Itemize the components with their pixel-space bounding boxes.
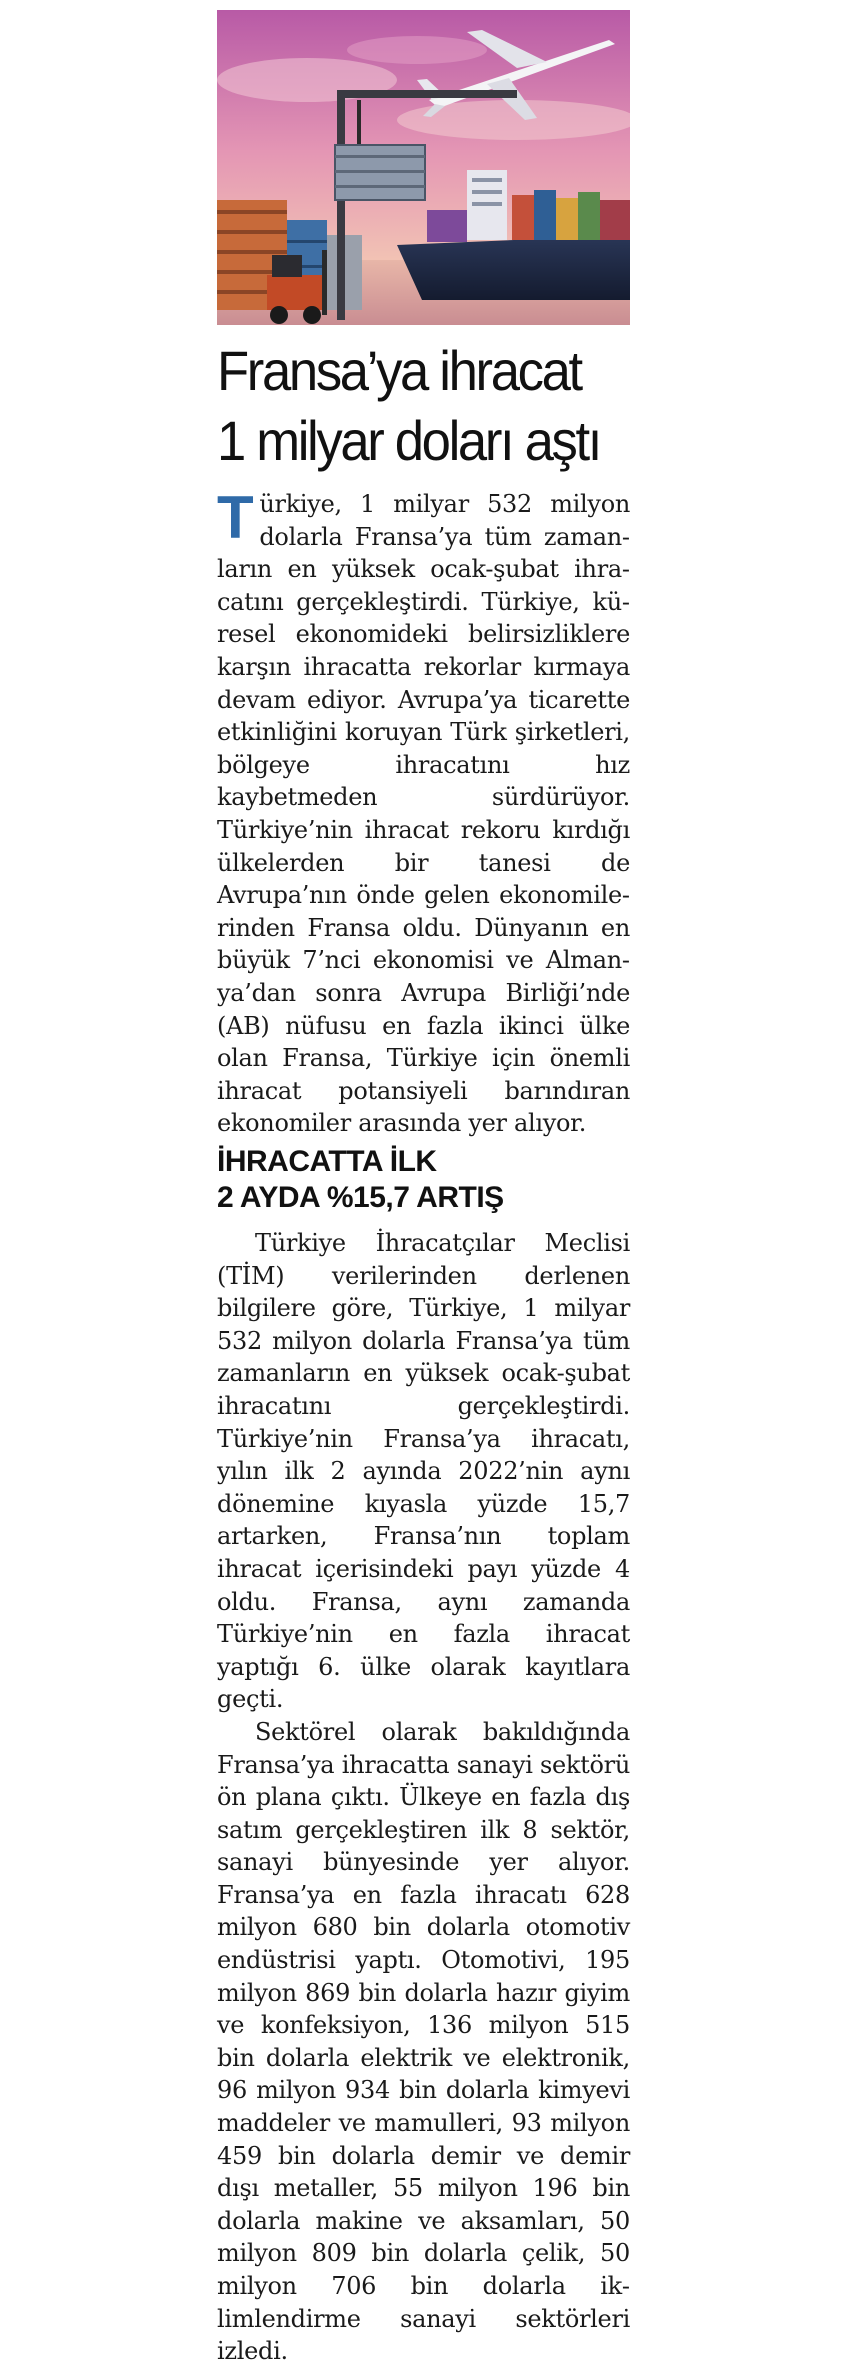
subhead-line-2: 2 AYDA %15,7 ARTIŞ [217,1181,504,1214]
lead-paragraph [217,484,630,1140]
lead-text [217,484,630,1140]
body-section [217,1227,630,2368]
headline-line-2: 1 milyar doları aştı [217,409,601,472]
article-headline [217,336,612,476]
drop-cap: T [217,484,254,551]
headline-line-1: Fransa’ya ihracat [217,339,581,402]
lead-body: ürkiye, 1 milyar 532 milyon dolarla Fransa’ya tüm zamanların en yüksek ocak-şubat ihracatını gerçekleştirdi. Türkiye, küresel ekonomideki belirsizliklere karşın ihracatta rekorlar kırmaya devam ediyor. Avrupa’ya ticarette etkinliğini koruyan Türk şirketleri, bölgeye ihracatını hız kaybetmeden sürdürüyor. Türkiye’nin ihracat rekoru kırdığı ülkelerden bir tanesi de Avrupa’nın önde gelen ekonomilerinden Fransa oldu. Dünyanın en büyük 7’nci ekonomisi ve Almanya’dan sonra Avrupa Birliği’nde (AB) nüfusu en fazla ikinci ülke olan Fransa, Türkiye için önemli ihracat potansiyeli barındıran ekonomiler arasında yer alıyor. [217,490,630,1138]
subhead-line-1: İHRACATTA İLK [217,1145,437,1178]
section-subheading [217,1144,630,1216]
paragraph-tim-data: Türkiye İhracatçılar Meclisi (TİM) verilerinden derlenen bilgilere göre, Türkiye, 1 milyar 532 milyon dolarla Fransa’ya tüm zamanların en yüksek ocak-şubat ihracatını gerçekleştirdi. Türkiye’nin Fransa’ya ihracatı, yılın ilk 2 ayında 2022’nin aynı dönemine kıyasla yüzde 15,7 artarken, Fransa’nın toplam ihracat içerisindeki payı yüzde 4 oldu. Fransa, aynı zamanda Türkiye’nin en fazla ihracat yaptığı 6. ülke olarak kayıtlara geçti. [217,1229,630,1714]
hero-photo [217,10,630,325]
cargo-port-airplane-photo [217,10,630,325]
paragraph-sectors: Sektörel olarak bakıldığında Fransa’ya ihracatta sanayi sektörü ön plana çıktı. Ülkeye en fazla dış satım gerçekleştiren ilk 8 sektör, sanayi bünyesinde yer alıyor. Fransa’ya en fazla ihracatı 628 milyon 680 bin dolarla otomotiv endüstrisi yaptı. Otomotivi, 195 milyon 869 bin dolarla hazır giyim ve konfeksiyon, 136 milyon 515 bin dolarla elektrik ve elektronik, 96 milyon 934 bin dolarla kimyevi maddeler ve mamulleri, 93 milyon 459 bin dolarla demir ve demir dışı metaller, 55 milyon 196 bin dolarla makine ve aksamları, 50 milyon 809 bin dolarla çelik, 50 milyon 706 bin dolarla iklimlendirme sanayi sektörleri izledi. [217,1717,630,2366]
